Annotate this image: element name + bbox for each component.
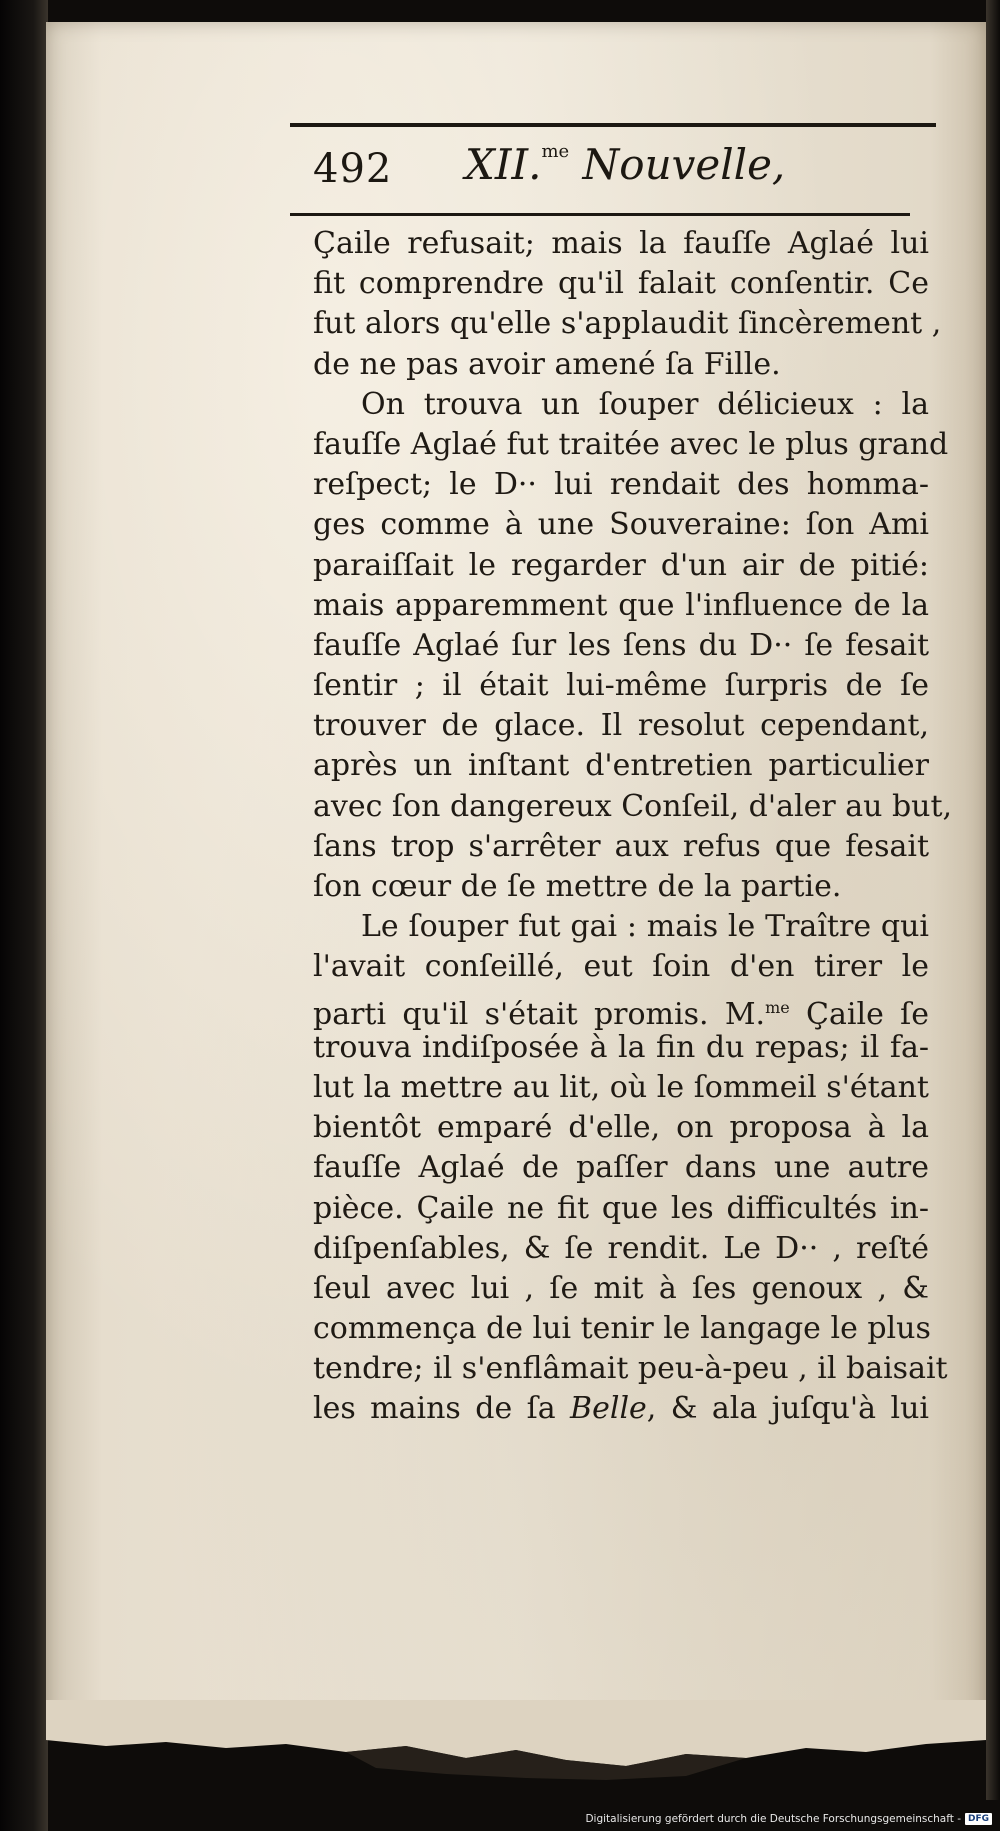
running-head-title: [465, 140, 785, 189]
text-line: tendre; il s'enflâmait peu-à-peu , il baisait: [313, 1351, 948, 1387]
dfg-logo: DFG: [965, 1813, 992, 1825]
text-line: Çaile refusait; mais la fauſſe Aglaé lui: [313, 226, 929, 261]
text-line: trouver de glace. Il resolut cependant,: [313, 708, 929, 744]
text-line: On trouva un ſouper délicieux : la: [361, 386, 929, 422]
text-line: fauſſe Aglaé ſur les ſens du D·· ſe fesait: [313, 627, 929, 663]
text-line: fut alors qu'elle s'applaudit ſincèrement ,: [313, 306, 942, 342]
scan-background-left: [0, 0, 48, 1831]
running-header: [313, 140, 913, 206]
text-superscript: me: [765, 997, 790, 1017]
running-head-superscript: me: [541, 141, 570, 162]
text-line: ſeul avec lui , ſe mit à ſes genoux , &: [313, 1270, 929, 1306]
text-line: après un inſtant d'entretien particulier: [313, 748, 929, 784]
text-line: avec ſon dangereux Conſeil, d'aler au but,: [313, 788, 953, 824]
credit-text: Digitalisierung gefördert durch die Deutsche Forschungsgemeinschaft -: [585, 1813, 961, 1825]
italic-word: Belle: [570, 1391, 647, 1427]
page-number: 492: [313, 146, 393, 192]
text-line: mais apparemment que l'influence de la: [313, 587, 929, 623]
text-line: trouva indiſposée à la fin du repas; il fa-: [313, 1029, 929, 1065]
text-line: bientôt emparé d'elle, on proposa à la: [313, 1110, 929, 1146]
text-line: l'avait conſeillé, eut ſoin d'en tirer le: [313, 949, 929, 985]
digitization-credit: [585, 1813, 992, 1825]
text-line: paraiſſait le regarder d'un air de pitié:: [313, 547, 929, 583]
text-line: [313, 988, 929, 1032]
text-line: de ne pas avoir amené ſa Fille.: [313, 346, 781, 382]
text-line: ſon cœur de ſe mettre de la partie.: [313, 869, 842, 904]
text-line: ges comme à une Souveraine: ſon Ami: [313, 507, 929, 543]
body-text: [313, 224, 953, 1430]
running-head-word: Nouvelle,: [582, 140, 786, 189]
text-fragment: Çaile ſe: [789, 996, 929, 1032]
text-line: Le ſouper fut gai : mais le Traître qui: [361, 909, 929, 945]
header-rule-top: [290, 123, 936, 127]
text-line: fit comprendre qu'il falait conſentir. Ce: [313, 266, 929, 302]
running-head-numeral: XII.: [465, 140, 542, 189]
text-line: fauſſe Aglaé de paſſer dans une autre: [313, 1150, 929, 1186]
text-line: [313, 1389, 929, 1429]
text-line: ſentir ; il était lui-même ſurpris de ſe: [313, 668, 929, 704]
text-line: ſans trop s'arrêter aux refus que fesait: [313, 828, 929, 864]
text-line: fauſſe Aglaé fut traitée avec le plus grand: [313, 426, 949, 462]
text-line: lut la mettre au lit, où le ſommeil s'étant: [313, 1069, 929, 1105]
text-line: diſpenſables, & ſe rendit. Le D·· , reſté: [313, 1230, 929, 1266]
text-fragment: , & ala juſqu'à lui: [646, 1391, 929, 1427]
header-rule-bottom: [290, 213, 910, 216]
scan-background-right: [986, 0, 1000, 1800]
text-fragment: parti qu'il s'était promis. M.: [313, 996, 766, 1032]
text-line: commença de lui tenir le langage le plus: [313, 1311, 931, 1347]
text-line: pièce. Çaile ne fit que les difficultés in-: [313, 1190, 929, 1226]
torn-page-edge: [46, 1700, 986, 1780]
text-line: reſpect; le D·· lui rendait des homma-: [313, 467, 929, 503]
text-fragment: les mains de ſa: [313, 1391, 556, 1427]
